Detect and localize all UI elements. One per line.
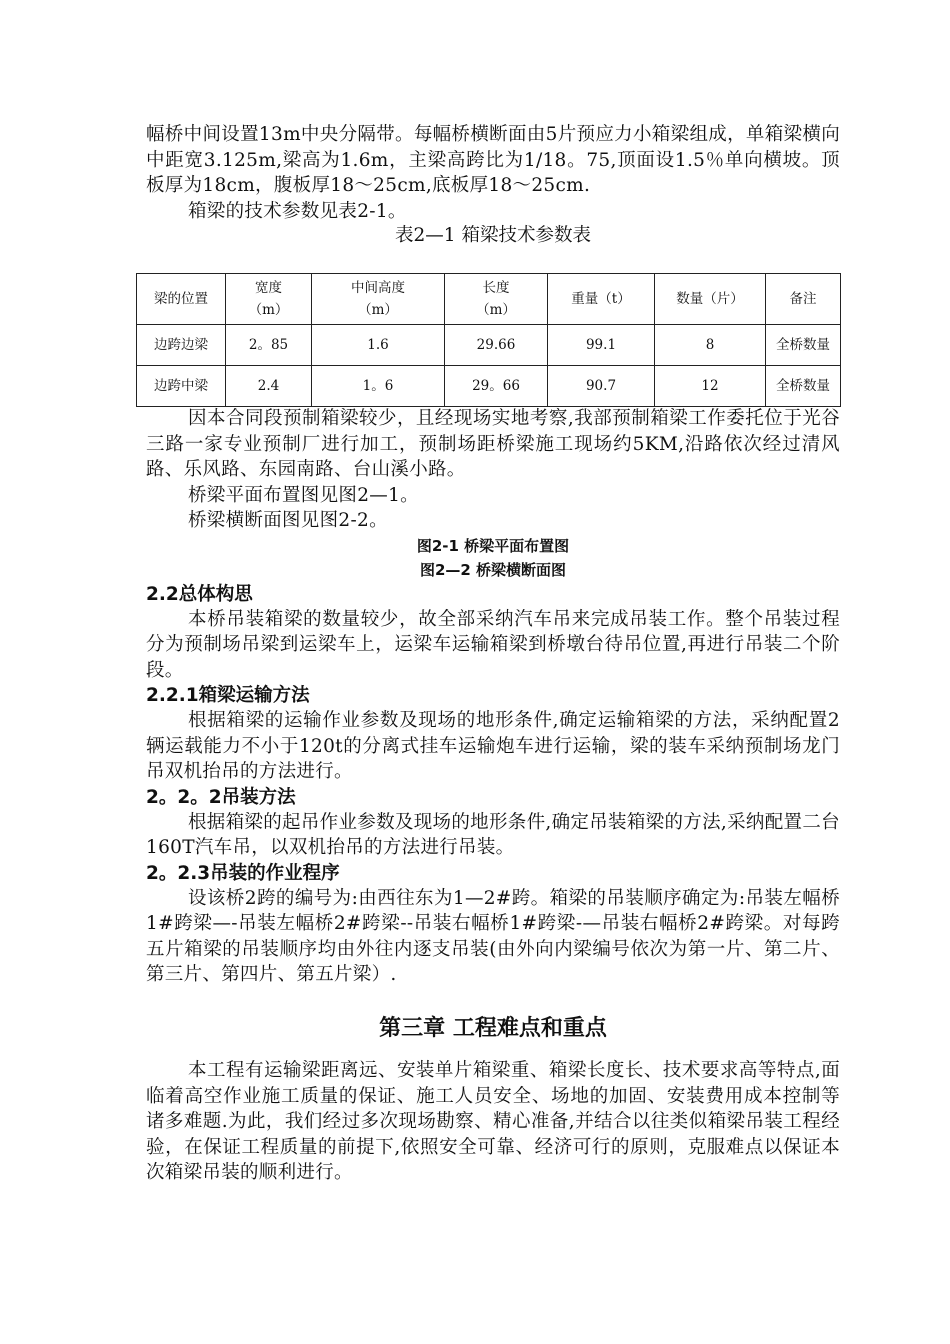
table-cell: 2。85 (226, 325, 312, 366)
table-cell: 29。66 (445, 366, 548, 407)
table-cell: 边跨中梁 (137, 366, 226, 407)
table-cell: 12 (655, 366, 766, 407)
section-2-2-paragraph: 本桥吊装箱梁的数量较少，故全部采纳汽车吊来完成吊装工作。整个吊装过程分为预制场吊梁到运梁车上，运梁车运输箱梁到桥墩台待吊位置,再进行吊装二个阶段。 (146, 608, 840, 681)
table-cell: 99.1 (548, 325, 655, 366)
section-heading-2-2-3: 2。2.3吊装的作业程序 (146, 862, 340, 884)
intro-paragraph: 幅桥中间设置13m中央分隔带。每幅桥横断面由5片预应力小箱梁组成，单箱梁横向中距宽3.125m,梁高为1.6m，主梁高跨比为1/18。75,顶面设1.5％单向横坡。顶板厚为18cm，腹板厚18～25cm,底板厚18～25cm. (146, 124, 840, 196)
table-row (137, 325, 841, 366)
header-cell: 宽度 （m） (226, 274, 312, 325)
table-cell: 29.66 (445, 325, 548, 366)
intro-section (146, 122, 840, 248)
table-cell: 全桥数量 (766, 366, 841, 407)
header-cell: 重量（t） (548, 274, 655, 325)
section-heading-2-2: 2.2总体构思 (146, 583, 253, 605)
section-reference-paragraph: 桥梁横断面图见图2-2。 (188, 510, 388, 531)
chapter-3-section (146, 1014, 840, 1186)
table-header-row (137, 274, 841, 325)
table-row (137, 366, 841, 407)
table-caption: 表2—1 箱梁技术参数表 (395, 225, 591, 246)
section-2-2-2-paragraph: 根据箱梁的起吊作业参数及现场的地形条件,确定吊装箱梁的方法,采纳配置二台160T汽车吊，以双机抬吊的方法进行吊装。 (146, 811, 840, 858)
section-2-2-3-paragraph: 设该桥2跨的编号为:由西往东为1—2#跨。箱梁的吊装顺序确定为:吊装左幅桥1#跨梁—-吊装左幅桥2#跨梁--吊装右幅桥1#跨梁-—吊装右幅桥2#跨梁。对每跨五片箱梁的吊装顺序均由外往内逐支吊装(由外向内梁编号依次为第一片、第二片、第三片、第四片、第五片梁）. (146, 887, 840, 985)
section-2-2-1-paragraph: 根据箱梁的运输作业参数及现场的地形条件,确定运输箱梁的方法，采纳配置2辆运载能力不小于120t的分离式挂车运输炮车进行运输，梁的装车采纳预制场龙门吊双机抬吊的方法进行。 (146, 710, 840, 782)
table-cell: 全桥数量 (766, 325, 841, 366)
header-cell: 备注 (766, 274, 841, 325)
table-cell: 8 (655, 325, 766, 366)
section-heading-2-2-1: 2.2.1箱梁运输方法 (146, 685, 310, 706)
table-cell: 1.6 (312, 325, 445, 366)
table-cell: 1。6 (312, 366, 445, 407)
chapter-3-paragraph: 本工程有运输梁距离远、安装单片箱梁重、箱梁长度长、技术要求高等特点,面临着高空作业施工质量的保证、施工人员安全、场地的加固、安装费用成本控制等诸多难题.为此，我们经过多次现场勘察、精心准备,并结合以往类似箱梁吊装工程经验，在保证工程质量的前提下,依照安全可靠、经济可行的原则，克服难点以保证本次箱梁吊装的顺利进行。 (146, 1060, 840, 1183)
after-table-section (146, 406, 840, 988)
header-cell: 梁的位置 (137, 274, 226, 325)
figure-caption-1: 图2-1 桥梁平面布置图 (416, 536, 570, 555)
table-cell: 2.4 (226, 366, 312, 407)
header-cell: 中间高度 （m） (312, 274, 445, 325)
table-cell: 90.7 (548, 366, 655, 407)
header-cell: 长度 （m） (445, 274, 548, 325)
box-girder-parameter-table (136, 273, 841, 407)
section-heading-2-2-2: 2。2。2吊装方法 (146, 786, 296, 808)
header-cell: 数量（片） (655, 274, 766, 325)
table-cell: 边跨边梁 (137, 325, 226, 366)
prefab-paragraph: 因本合同段预制箱梁较少，且经现场实地考察,我部预制箱梁工作委托位于光谷三路一家专业预制厂进行加工，预制场距桥梁施工现场约5KM,沿路依次经过清风路、乐风路、东园南路、台山溪小路。 (146, 408, 840, 480)
plan-reference-paragraph: 桥梁平面布置图见图2—1。 (188, 484, 419, 506)
figure-caption-2: 图2—2 桥梁横断面图 (419, 560, 567, 579)
chapter-title: 第三章 工程难点和重点 (379, 1016, 607, 1041)
table-reference-paragraph: 箱梁的技术参数见表2-1。 (188, 200, 407, 222)
